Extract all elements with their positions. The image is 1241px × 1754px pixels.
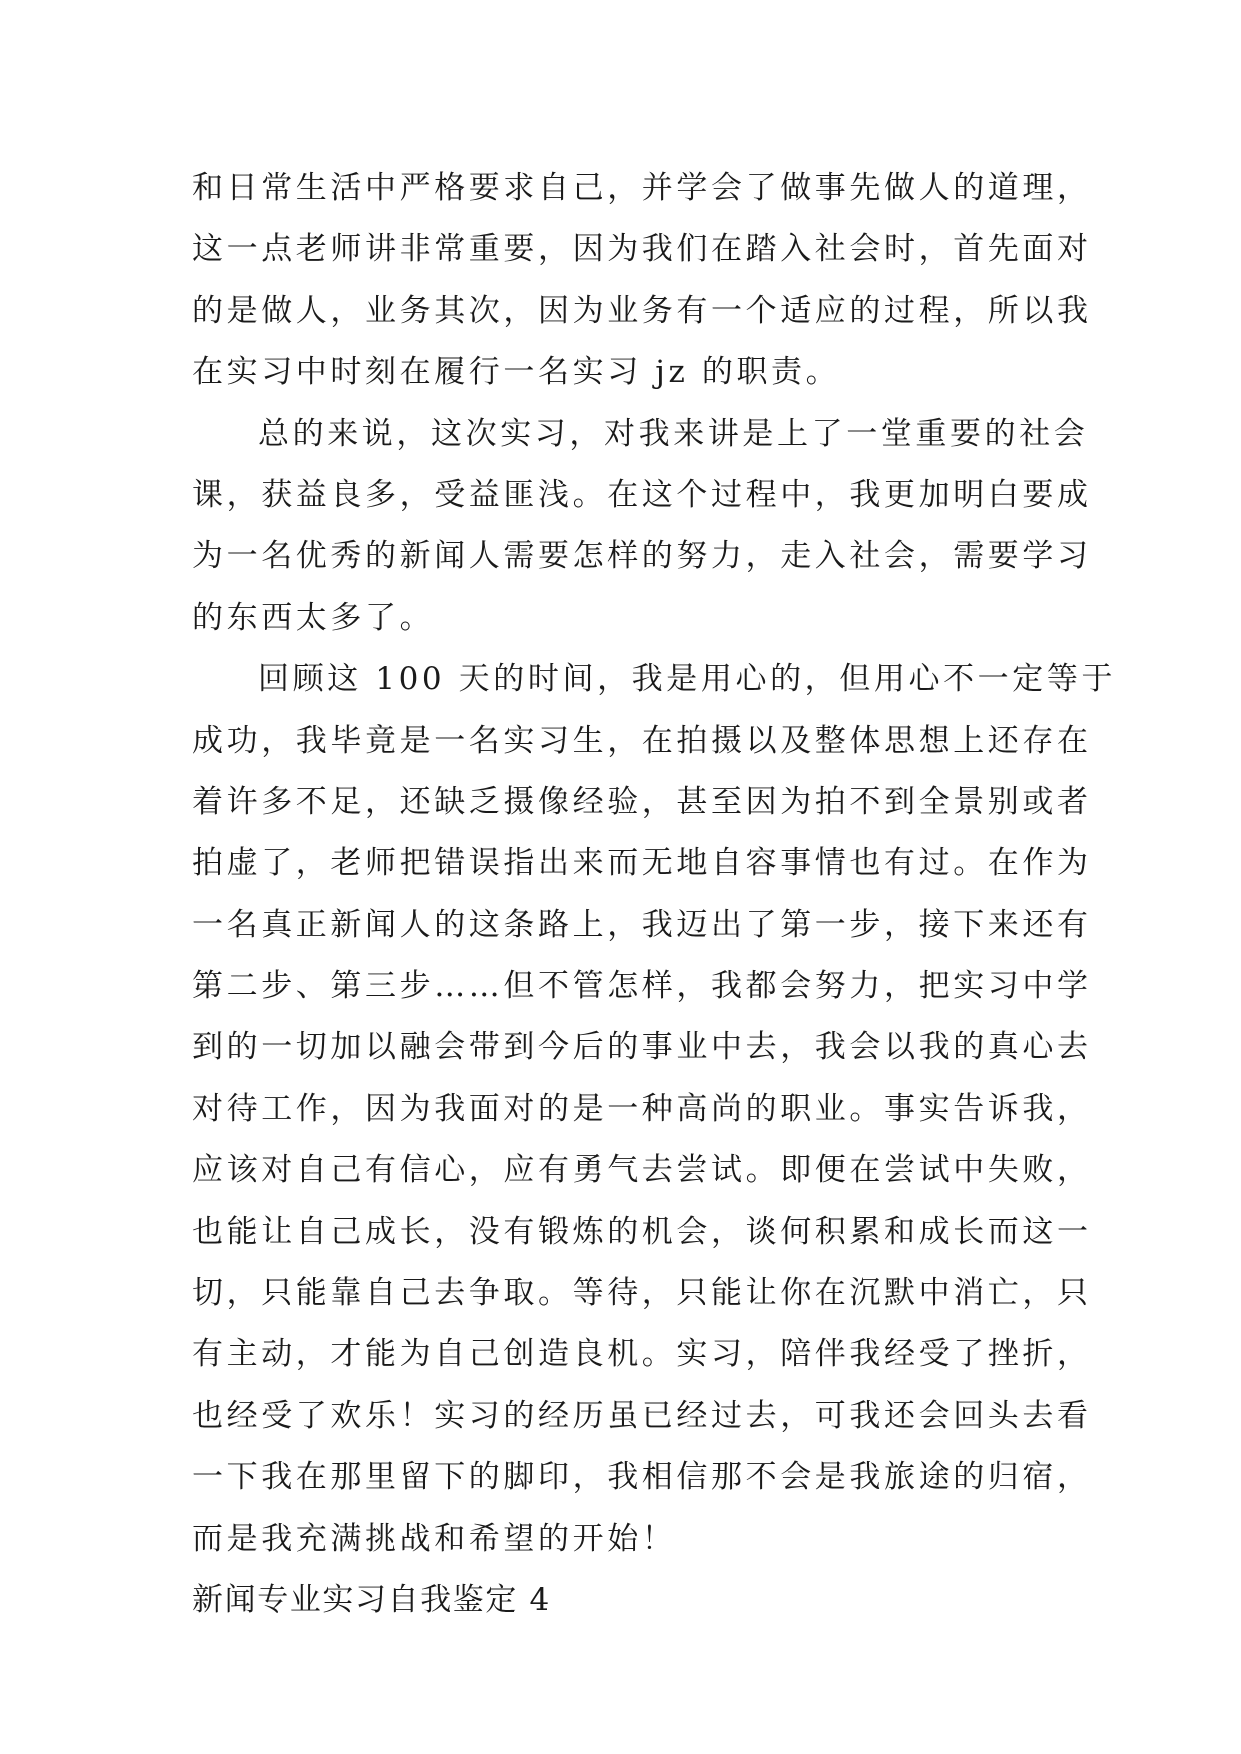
text-line: 课，获益良多，受益匪浅。在这个过程中，我更加明白要成	[192, 476, 1092, 513]
text-line: 这一点老师讲非常重要，因为我们在踏入社会时，首先面对	[192, 231, 1092, 268]
section-heading: 新闻专业实习自我鉴定 4	[192, 1581, 551, 1618]
text-line: 第二步、第三步……但不管怎样，我都会努力，把实习中学	[192, 968, 1092, 1005]
paragraph-3	[192, 649, 1117, 1570]
text-line: 为一名优秀的新闻人需要怎样的努力，走入社会，需要学习	[192, 538, 1092, 575]
text-line: 而是我充满挑战和希望的开始！	[192, 1520, 677, 1557]
text-line: 总的来说，这次实习，对我来讲是上了一堂重要的社会	[258, 415, 1089, 452]
text-line: 一下我在那里留下的脚印，我相信那不会是我旅途的归宿，	[192, 1459, 1092, 1496]
document-body	[192, 158, 1117, 1631]
text-line: 的东西太多了。	[192, 599, 435, 636]
text-line: 一名真正新闻人的这条路上，我迈出了第一步，接下来还有	[192, 906, 1092, 943]
text-line: 拍虚了，老师把错误指出来而无地自容事情也有过。在作为	[192, 845, 1092, 882]
text-line: 也经受了欢乐！实习的经历虽已经过去，可我还会回头去看	[192, 1397, 1092, 1434]
text-line: 回顾这 100 天的时间，我是用心的，但用心不一定等于	[258, 661, 1117, 698]
paragraph-1	[192, 158, 1092, 404]
text-line: 的是做人，业务其次，因为业务有一个适应的过程，所以我	[192, 292, 1092, 329]
text-line: 有主动，才能为自己创造良机。实习，陪伴我经受了挫折，	[192, 1336, 1092, 1373]
text-line: 也能让自己成长，没有锻炼的机会，谈何积累和成长而这一	[192, 1213, 1092, 1250]
text-line: 对待工作，因为我面对的是一种高尚的职业。事实告诉我，	[192, 1090, 1092, 1127]
text-line: 切，只能靠自己去争取。等待，只能让你在沉默中消亡，只	[192, 1275, 1092, 1312]
text-line: 在实习中时刻在履行一名实习 jz 的职责。	[192, 354, 841, 391]
text-line: 着许多不足，还缺乏摄像经验，甚至因为拍不到全景别或者	[192, 783, 1092, 820]
text-line: 到的一切加以融会带到今后的事业中去，我会以我的真心去	[192, 1029, 1092, 1066]
paragraph-2	[192, 404, 1092, 650]
text-line: 应该对自己有信心，应有勇气去尝试。即便在尝试中失败，	[192, 1152, 1092, 1189]
text-line: 和日常生活中严格要求自己，并学会了做事先做人的道理，	[192, 170, 1092, 206]
text-line: 成功，我毕竟是一名实习生，在拍摄以及整体思想上还存在	[192, 722, 1092, 759]
